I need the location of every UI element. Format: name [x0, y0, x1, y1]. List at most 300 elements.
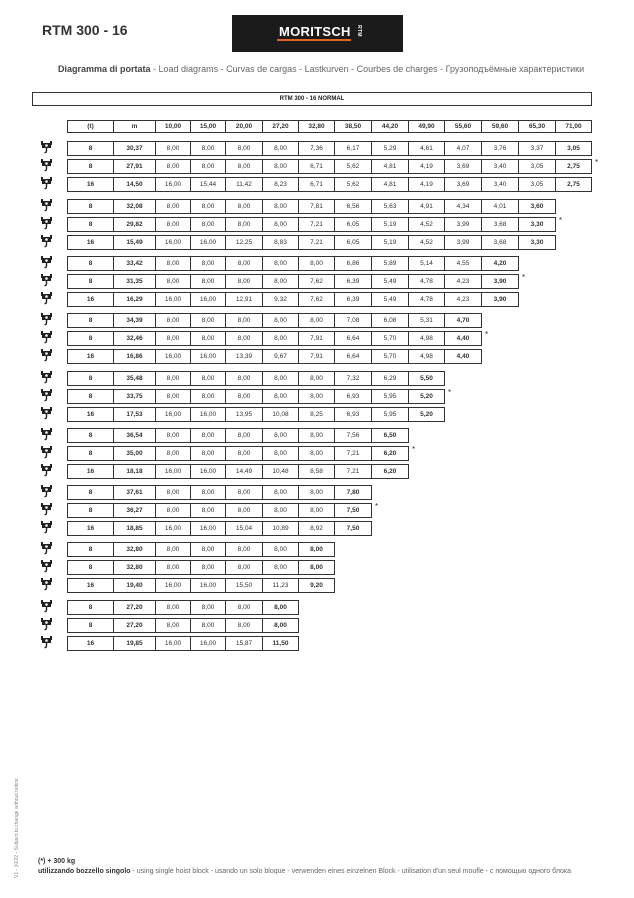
table-cell: 16,00 — [155, 636, 191, 651]
table-cell: 8,00 — [262, 542, 299, 557]
table-cell: 8,83 — [262, 235, 299, 250]
table-cell: 8,00 — [225, 428, 263, 443]
table-cell: 4,34 — [444, 199, 482, 214]
column-header: 71,00 — [555, 120, 592, 133]
subtitle-bold: Diagramma di portata — [58, 64, 151, 74]
column-header: 10,00 — [155, 120, 191, 133]
table-cell: 6,50 — [371, 428, 409, 443]
table-cell: 9,20 — [298, 578, 335, 593]
table-cell: 6,64 — [334, 349, 372, 364]
table-cell: 8,00 — [190, 503, 226, 518]
table-cell: 8,00 — [262, 256, 299, 271]
table-cell: 10,08 — [262, 407, 299, 422]
table-cell: 6,29 — [371, 371, 409, 386]
table-cell: 8 — [67, 274, 114, 289]
table-cell: 8 — [67, 618, 114, 633]
table-cell: 8,00 — [225, 446, 263, 461]
table-cell: 8,00 — [155, 446, 191, 461]
crane-hook-block-icon — [41, 542, 52, 555]
column-header: 38,50 — [334, 120, 372, 133]
table-cell: 14,49 — [225, 464, 263, 479]
column-header: (t) — [67, 120, 114, 133]
table-cell: 8,00 — [225, 618, 263, 633]
table-cell: 18,18 — [113, 464, 156, 479]
table-cell: 8,00 — [262, 560, 299, 575]
table-cell: 8,92 — [298, 521, 335, 536]
table-cell: 30,37 — [113, 141, 156, 156]
footnote-line — [38, 868, 571, 875]
table-cell: 6,20 — [371, 464, 409, 479]
table-cell: 5,89 — [371, 256, 409, 271]
table-cell: 4,98 — [408, 331, 445, 346]
table-cell: 8,00 — [262, 600, 299, 615]
table-cell: 8 — [67, 542, 114, 557]
table-cell: 6,71 — [298, 159, 335, 174]
table-cell: 8,00 — [225, 560, 263, 575]
table-cell: 36,54 — [113, 428, 156, 443]
table-cell: 3,76 — [481, 141, 519, 156]
table-cell: 32,80 — [113, 542, 156, 557]
crane-hook-block-icon — [41, 349, 52, 362]
column-header: 65,30 — [518, 120, 556, 133]
crane-hook-block-icon — [41, 199, 52, 212]
table-cell: 8,00 — [190, 389, 226, 404]
table-cell: 5,62 — [334, 159, 372, 174]
table-cell: 16,00 — [190, 636, 226, 651]
table-cell: 15,50 — [225, 578, 263, 593]
table-cell: 5,70 — [371, 331, 409, 346]
table-cell: 3,05 — [518, 159, 556, 174]
table-cell: 8 — [67, 313, 114, 328]
crane-hook-block-icon — [41, 521, 52, 534]
table-cell: 7,32 — [334, 371, 372, 386]
table-cell: 8,00 — [190, 371, 226, 386]
table-cell: 8,58 — [298, 464, 335, 479]
table-cell: 16 — [67, 578, 114, 593]
table-cell: 4,78 — [408, 274, 445, 289]
table-cell: 7,91 — [298, 349, 335, 364]
crane-hook-block-icon — [41, 600, 52, 613]
table-cell: 4,70 — [444, 313, 482, 328]
table-cell: 16,00 — [155, 578, 191, 593]
table-cell: 8,00 — [262, 274, 299, 289]
table-cell: 6,86 — [334, 256, 372, 271]
table-cell: 8,00 — [225, 141, 263, 156]
table-cell: 8,00 — [155, 371, 191, 386]
table-cell: 4,23 — [444, 274, 482, 289]
table-cell: 16,00 — [190, 407, 226, 422]
table-cell: 5,14 — [408, 256, 445, 271]
table-cell: 34,39 — [113, 313, 156, 328]
table-cell: 8,00 — [225, 371, 263, 386]
table-cell: 16 — [67, 521, 114, 536]
column-header: 44,20 — [371, 120, 409, 133]
table-cell: 8,00 — [190, 159, 226, 174]
table-cell: 35,48 — [113, 371, 156, 386]
table-cell: 8,00 — [155, 542, 191, 557]
table-cell: 14,50 — [113, 177, 156, 192]
table-cell: 3,99 — [444, 217, 482, 232]
table-cell: 27,91 — [113, 159, 156, 174]
table-cell: 7,21 — [334, 464, 372, 479]
table-cell: 8,00 — [298, 371, 335, 386]
table-cell: 33,42 — [113, 256, 156, 271]
crane-hook-block-icon — [41, 159, 52, 172]
table-cell: 8,00 — [262, 371, 299, 386]
table-cell: 6,39 — [334, 274, 372, 289]
table-cell: 4,40 — [444, 331, 482, 346]
asterisk-marker: * — [559, 216, 563, 225]
table-cell: 8,00 — [262, 331, 299, 346]
table-cell: 19,40 — [113, 578, 156, 593]
table-cell: 5,50 — [408, 371, 445, 386]
logo-accent-bar — [277, 39, 351, 41]
table-cell: 8 — [67, 446, 114, 461]
footnote-star: (*) + 300 kg — [38, 858, 76, 865]
table-cell: 16 — [67, 292, 114, 307]
table-cell: 15,87 — [225, 636, 263, 651]
table-cell: 5,70 — [371, 349, 409, 364]
table-cell: 5,19 — [371, 235, 409, 250]
table-cell: 16 — [67, 407, 114, 422]
table-cell: 15,44 — [190, 177, 226, 192]
table-cell: 3,68 — [481, 235, 519, 250]
table-cell: 8 — [67, 485, 114, 500]
table-cell: 18,85 — [113, 521, 156, 536]
crane-hook-block-icon — [41, 618, 52, 631]
table-cell: 8,00 — [190, 485, 226, 500]
table-cell: 5,49 — [371, 292, 409, 307]
crane-hook-block-icon — [41, 217, 52, 230]
table-cell: 5,63 — [371, 199, 409, 214]
crane-hook-block-icon — [41, 141, 52, 154]
table-cell: 8,00 — [155, 503, 191, 518]
table-cell: 8,00 — [225, 485, 263, 500]
table-cell: 8,00 — [155, 428, 191, 443]
crane-hook-block-icon — [41, 446, 52, 459]
table-cell: 8,00 — [190, 331, 226, 346]
table-cell: 16,00 — [190, 349, 226, 364]
table-cell: 27,20 — [113, 618, 156, 633]
table-cell: 8,00 — [155, 331, 191, 346]
table-cell: 6,05 — [334, 235, 372, 250]
asterisk-marker: * — [522, 273, 526, 282]
table-cell: 7,81 — [298, 199, 335, 214]
table-cell: 36,27 — [113, 503, 156, 518]
asterisk-marker: * — [595, 158, 599, 167]
table-cell: 8 — [67, 217, 114, 232]
table-cell: 6,93 — [334, 389, 372, 404]
table-cell: 8,00 — [298, 256, 335, 271]
table-cell: 7,21 — [298, 217, 335, 232]
table-cell: 29,82 — [113, 217, 156, 232]
table-cell: 4,07 — [444, 141, 482, 156]
table-cell: 3,05 — [555, 141, 592, 156]
crane-hook-block-icon — [41, 428, 52, 441]
table-cell: 3,30 — [518, 235, 556, 250]
table-cell: 4,52 — [408, 217, 445, 232]
table-cell: 3,37 — [518, 141, 556, 156]
table-cell: 16,00 — [190, 292, 226, 307]
table-cell: 4,20 — [481, 256, 519, 271]
table-cell: 8,00 — [155, 560, 191, 575]
table-cell: 8,00 — [225, 389, 263, 404]
table-cell: 3,68 — [481, 217, 519, 232]
table-cell: 8,00 — [262, 199, 299, 214]
footnote-line-bold: utilizzando bozzello singolo — [38, 868, 131, 875]
table-cell: 8,00 — [225, 600, 263, 615]
crane-hook-block-icon — [41, 256, 52, 269]
table-cell: 8 — [67, 141, 114, 156]
table-cell: 8,00 — [190, 560, 226, 575]
table-cell: 8,00 — [190, 313, 226, 328]
table-cell: 5,20 — [408, 389, 445, 404]
table-cell: 19,85 — [113, 636, 156, 651]
table-cell: 8,00 — [155, 141, 191, 156]
table-cell: 8 — [67, 560, 114, 575]
table-cell: 6,64 — [334, 331, 372, 346]
table-cell: 8,00 — [262, 217, 299, 232]
table-cell: 8,00 — [190, 446, 226, 461]
table-cell: 4,61 — [408, 141, 445, 156]
table-cell: 4,81 — [371, 177, 409, 192]
table-cell: 4,98 — [408, 349, 445, 364]
table-cell: 4,19 — [408, 177, 445, 192]
table-cell: 16 — [67, 349, 114, 364]
table-cell: 16 — [67, 464, 114, 479]
table-cell: 8,00 — [225, 313, 263, 328]
table-cell: 8,00 — [155, 199, 191, 214]
table-cell: 8,23 — [262, 177, 299, 192]
table-cell: 13,95 — [225, 407, 263, 422]
table-cell: 8,00 — [225, 159, 263, 174]
column-header: m — [113, 120, 156, 133]
table-cell: 8,00 — [155, 618, 191, 633]
table-cell: 7,50 — [334, 521, 372, 536]
table-cell: 6,39 — [334, 292, 372, 307]
table-cell: 8,00 — [225, 331, 263, 346]
table-cell: 8,00 — [262, 618, 299, 633]
table-cell: 9,32 — [262, 292, 299, 307]
table-cell: 8,00 — [225, 274, 263, 289]
table-cell: 8,00 — [225, 503, 263, 518]
table-cell: 7,56 — [334, 428, 372, 443]
table-cell: 8 — [67, 371, 114, 386]
table-cell: 8,00 — [225, 256, 263, 271]
table-cell: 8,00 — [190, 274, 226, 289]
table-cell: 16,00 — [190, 578, 226, 593]
table-cell: 5,62 — [334, 177, 372, 192]
table-cell: 32,46 — [113, 331, 156, 346]
table-cell: 8,00 — [298, 428, 335, 443]
table-cell: 8,00 — [190, 199, 226, 214]
table-cell: 8,00 — [262, 159, 299, 174]
crane-hook-block-icon — [41, 274, 52, 287]
column-header: 20,00 — [225, 120, 263, 133]
asterisk-marker: * — [448, 388, 452, 397]
table-cell: 5,19 — [371, 217, 409, 232]
table-cell: 16 — [67, 636, 114, 651]
table-cell: 8,00 — [225, 542, 263, 557]
table-cell: 3,90 — [481, 292, 519, 307]
table-cell: 11,23 — [262, 578, 299, 593]
subtitle-rest: - Load diagrams - Curvas de cargas - Lastkurven - Courbes de charges - Грузоподъёмные характеристики — [150, 64, 585, 74]
table-cell: 16,00 — [155, 292, 191, 307]
table-cell: 8,00 — [262, 428, 299, 443]
table-cell: 8 — [67, 199, 114, 214]
table-cell: 15,04 — [225, 521, 263, 536]
table-cell: 8,00 — [298, 313, 335, 328]
table-cell: 6,17 — [334, 141, 372, 156]
asterisk-marker: * — [485, 330, 489, 339]
table-cell: 7,21 — [298, 235, 335, 250]
table-cell: 5,49 — [371, 274, 409, 289]
crane-hook-block-icon — [41, 389, 52, 402]
table-cell: 8,00 — [190, 141, 226, 156]
table-cell: 5,20 — [408, 407, 445, 422]
table-cell: 16,00 — [155, 407, 191, 422]
logo-text: MORITSCH — [279, 24, 351, 39]
footnote-line-rest: - using single hoist block - usando un solo bloque - verwenden eines einzelnen Block - utilisation d'un seul moufle - с помощью одного блока — [130, 868, 571, 875]
table-cell: 3,99 — [444, 235, 482, 250]
table-cell: 12,25 — [225, 235, 263, 250]
table-cell: 4,52 — [408, 235, 445, 250]
table-cell: 7,80 — [334, 485, 372, 500]
table-cell: 8,00 — [155, 600, 191, 615]
table-cell: 4,23 — [444, 292, 482, 307]
table-cell: 3,60 — [518, 199, 556, 214]
crane-hook-block-icon — [41, 464, 52, 477]
table-cell: 6,05 — [334, 217, 372, 232]
table-cell: 8,00 — [262, 485, 299, 500]
table-cell: 8,00 — [190, 217, 226, 232]
column-header: 55,60 — [444, 120, 482, 133]
table-cell: 8,00 — [298, 542, 335, 557]
table-cell: 8 — [67, 503, 114, 518]
moritsch-logo — [232, 15, 403, 52]
table-cell: 5,95 — [371, 407, 409, 422]
table-cell: 11,42 — [225, 177, 263, 192]
table-cell: 8 — [67, 256, 114, 271]
table-cell: 7,50 — [334, 503, 372, 518]
table-cell: 8,00 — [190, 256, 226, 271]
table-cell: 16,00 — [190, 521, 226, 536]
table-cell: 16,00 — [155, 464, 191, 479]
table-cell: 12,91 — [225, 292, 263, 307]
table-cell: 35,00 — [113, 446, 156, 461]
table-cell: 4,01 — [481, 199, 519, 214]
table-cell: 2,75 — [555, 177, 592, 192]
table-cell: 7,21 — [334, 446, 372, 461]
crane-hook-block-icon — [41, 313, 52, 326]
subtitle — [58, 64, 584, 74]
table-cell: 8,00 — [298, 389, 335, 404]
column-header: 27,20 — [262, 120, 299, 133]
table-cell: 3,90 — [481, 274, 519, 289]
table-cell: 8 — [67, 600, 114, 615]
side-note: V1 - 10/22 - Subject to change without notice — [14, 778, 20, 878]
column-header: 49,90 — [408, 120, 445, 133]
table-cell: 6,93 — [334, 407, 372, 422]
crane-hook-block-icon — [41, 636, 52, 649]
table-cell: 8,25 — [298, 407, 335, 422]
table-cell: 3,05 — [518, 177, 556, 192]
table-cell: 33,75 — [113, 389, 156, 404]
table-cell: 8,00 — [262, 313, 299, 328]
table-cell: 27,20 — [113, 600, 156, 615]
column-header: 15,00 — [190, 120, 226, 133]
table-cell: 7,91 — [298, 331, 335, 346]
table-cell: 8 — [67, 428, 114, 443]
table-cell: 2,75 — [555, 159, 592, 174]
table-cell: 16,00 — [155, 177, 191, 192]
logo-sup: RTM — [356, 25, 362, 37]
table-cell: 3,30 — [518, 217, 556, 232]
table-cell: 8,00 — [298, 560, 335, 575]
table-cell: 8,00 — [155, 389, 191, 404]
table-cell: 3,40 — [481, 159, 519, 174]
table-cell: 3,69 — [444, 159, 482, 174]
table-cell: 6,56 — [334, 199, 372, 214]
table-cell: 8,00 — [190, 618, 226, 633]
table-cell: 4,91 — [408, 199, 445, 214]
table-cell: 4,55 — [444, 256, 482, 271]
table-caption: RTM 300 - 16 NORMAL — [32, 92, 592, 106]
table-cell: 16,00 — [155, 349, 191, 364]
table-cell: 8,00 — [155, 274, 191, 289]
table-cell: 16 — [67, 177, 114, 192]
table-cell: 16,00 — [190, 235, 226, 250]
asterisk-marker: * — [375, 502, 379, 511]
crane-hook-block-icon — [41, 292, 52, 305]
table-cell: 8,00 — [155, 256, 191, 271]
crane-hook-block-icon — [41, 503, 52, 516]
table-cell: 5,95 — [371, 389, 409, 404]
table-cell: 7,36 — [298, 141, 335, 156]
crane-hook-block-icon — [41, 578, 52, 591]
table-cell: 8,00 — [225, 199, 263, 214]
table-cell: 8,00 — [298, 485, 335, 500]
table-cell: 6,08 — [371, 313, 409, 328]
table-cell: 10,48 — [262, 464, 299, 479]
table-cell: 16,00 — [190, 464, 226, 479]
table-cell: 8,00 — [190, 542, 226, 557]
table-cell: 11,50 — [262, 636, 299, 651]
crane-hook-block-icon — [41, 331, 52, 344]
table-cell: 4,78 — [408, 292, 445, 307]
table-cell: 13,39 — [225, 349, 263, 364]
table-cell: 16,86 — [113, 349, 156, 364]
table-cell: 16 — [67, 235, 114, 250]
crane-hook-block-icon — [41, 235, 52, 248]
table-cell: 7,62 — [298, 274, 335, 289]
table-cell: 8 — [67, 159, 114, 174]
table-cell: 8,00 — [190, 428, 226, 443]
crane-hook-block-icon — [41, 371, 52, 384]
table-cell: 8,00 — [262, 389, 299, 404]
table-cell: 8,00 — [155, 217, 191, 232]
table-cell: 4,40 — [444, 349, 482, 364]
table-cell: 16,00 — [155, 235, 191, 250]
table-cell: 32,80 — [113, 560, 156, 575]
table-cell: 8,00 — [262, 141, 299, 156]
table-cell: 8 — [67, 331, 114, 346]
table-cell: 16,29 — [113, 292, 156, 307]
table-cell: 7,08 — [334, 313, 372, 328]
column-header: 32,80 — [298, 120, 335, 133]
table-cell: 5,29 — [371, 141, 409, 156]
table-cell: 3,69 — [444, 177, 482, 192]
